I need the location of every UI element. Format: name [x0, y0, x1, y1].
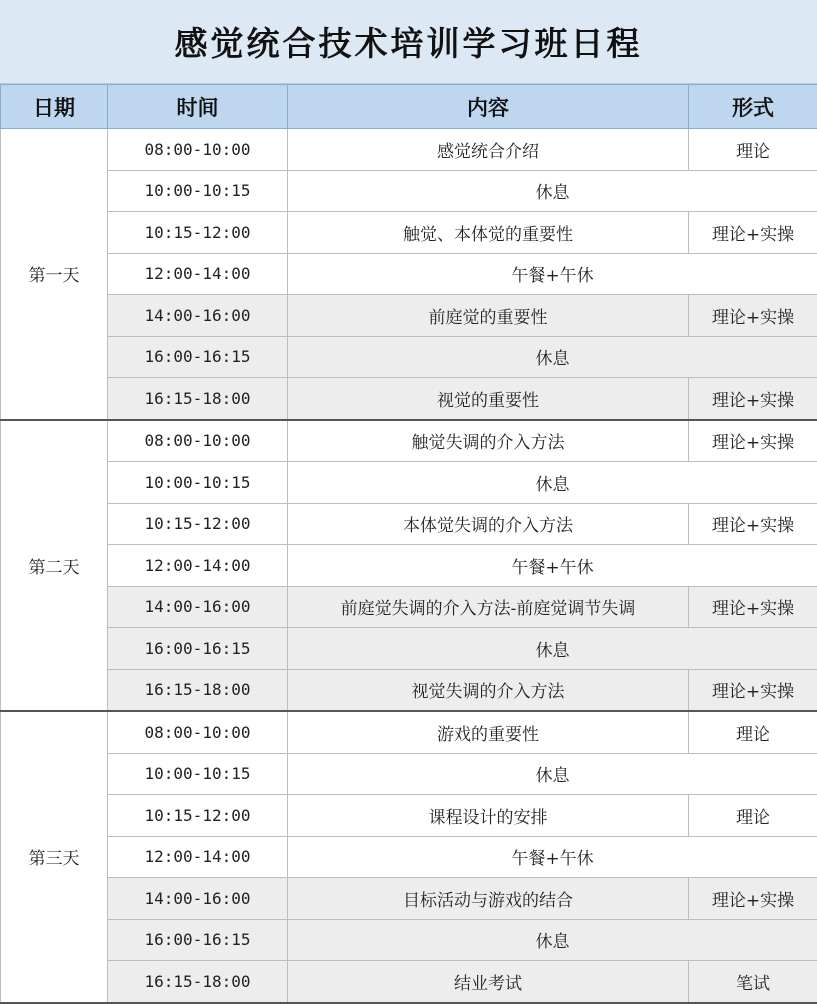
- schedule-body: [1, 129, 817, 1003]
- session-format: 理论+实操: [689, 378, 817, 420]
- session-time: 12:00-14:00: [108, 253, 288, 295]
- session-time: 14:00-16:00: [108, 878, 288, 920]
- table-row: [1, 878, 817, 920]
- session-time: 14:00-16:00: [108, 295, 288, 337]
- session-time: 16:15-18:00: [108, 378, 288, 420]
- table-row: [1, 795, 817, 837]
- table-row: [1, 961, 817, 1003]
- day-label: 第二天: [1, 420, 108, 712]
- table-row: [1, 170, 817, 212]
- session-content: 前庭觉的重要性: [288, 295, 689, 337]
- session-time: 10:15-12:00: [108, 503, 288, 545]
- session-content: 触觉、本体觉的重要性: [288, 212, 689, 254]
- session-break: 午餐+午休: [288, 836, 817, 878]
- session-break: 休息: [288, 753, 817, 795]
- table-row: [1, 753, 817, 795]
- session-format: 理论+实操: [689, 295, 817, 337]
- session-content: 本体觉失调的介入方法: [288, 503, 689, 545]
- session-content: 结业考试: [288, 961, 689, 1003]
- table-row: [1, 545, 817, 587]
- session-break: 休息: [288, 336, 817, 378]
- table-row: [1, 420, 817, 462]
- page-title: 感觉统合技术培训学习班日程: [0, 0, 817, 84]
- table-row: [1, 836, 817, 878]
- session-content: 视觉失调的介入方法: [288, 669, 689, 711]
- column-header-date: 日期: [1, 85, 108, 129]
- session-time: 10:00-10:15: [108, 170, 288, 212]
- session-time: 08:00-10:00: [108, 420, 288, 462]
- session-format: 理论+实操: [689, 878, 817, 920]
- table-row: [1, 669, 817, 711]
- session-time: 12:00-14:00: [108, 836, 288, 878]
- session-format: 理论+实操: [689, 420, 817, 462]
- session-content: 课程设计的安排: [288, 795, 689, 837]
- table-row: [1, 462, 817, 504]
- column-header-time: 时间: [108, 85, 288, 129]
- session-content: 感觉统合介绍: [288, 129, 689, 171]
- session-time: 16:15-18:00: [108, 961, 288, 1003]
- session-time: 10:00-10:15: [108, 462, 288, 504]
- session-format: 理论: [689, 795, 817, 837]
- schedule-table: [0, 84, 817, 1004]
- session-time: 12:00-14:00: [108, 545, 288, 587]
- session-content: 游戏的重要性: [288, 711, 689, 753]
- session-content: 目标活动与游戏的结合: [288, 878, 689, 920]
- session-break: 休息: [288, 170, 817, 212]
- session-break: 休息: [288, 628, 817, 670]
- column-header-format: 形式: [689, 85, 817, 129]
- session-time: 08:00-10:00: [108, 711, 288, 753]
- table-row: [1, 711, 817, 753]
- table-row: [1, 212, 817, 254]
- session-format: 理论+实操: [689, 212, 817, 254]
- session-break: 休息: [288, 919, 817, 961]
- table-row: [1, 503, 817, 545]
- session-content: 触觉失调的介入方法: [288, 420, 689, 462]
- session-time: 16:00-16:15: [108, 336, 288, 378]
- header-row: [1, 85, 817, 129]
- session-time: 10:15-12:00: [108, 212, 288, 254]
- table-row: [1, 919, 817, 961]
- table-row: [1, 628, 817, 670]
- session-time: 10:15-12:00: [108, 795, 288, 837]
- session-break: 休息: [288, 462, 817, 504]
- session-format: 理论: [689, 711, 817, 753]
- session-time: 16:00-16:15: [108, 919, 288, 961]
- column-header-content: 内容: [288, 85, 689, 129]
- table-row: [1, 586, 817, 628]
- session-time: 16:00-16:15: [108, 628, 288, 670]
- table-row: [1, 295, 817, 337]
- session-format: 理论+实操: [689, 503, 817, 545]
- session-content: 前庭觉失调的介入方法-前庭觉调节失调: [288, 586, 689, 628]
- session-break: 午餐+午休: [288, 253, 817, 295]
- session-format: 理论+实操: [689, 586, 817, 628]
- table-row: [1, 129, 817, 171]
- session-time: 16:15-18:00: [108, 669, 288, 711]
- session-time: 14:00-16:00: [108, 586, 288, 628]
- day-label: 第一天: [1, 129, 108, 420]
- session-break: 午餐+午休: [288, 545, 817, 587]
- session-time: 10:00-10:15: [108, 753, 288, 795]
- session-content: 视觉的重要性: [288, 378, 689, 420]
- session-format: 理论+实操: [689, 669, 817, 711]
- table-row: [1, 336, 817, 378]
- session-format: 理论: [689, 129, 817, 171]
- session-format: 笔试: [689, 961, 817, 1003]
- session-time: 08:00-10:00: [108, 129, 288, 171]
- table-row: [1, 253, 817, 295]
- day-label: 第三天: [1, 711, 108, 1003]
- table-row: [1, 378, 817, 420]
